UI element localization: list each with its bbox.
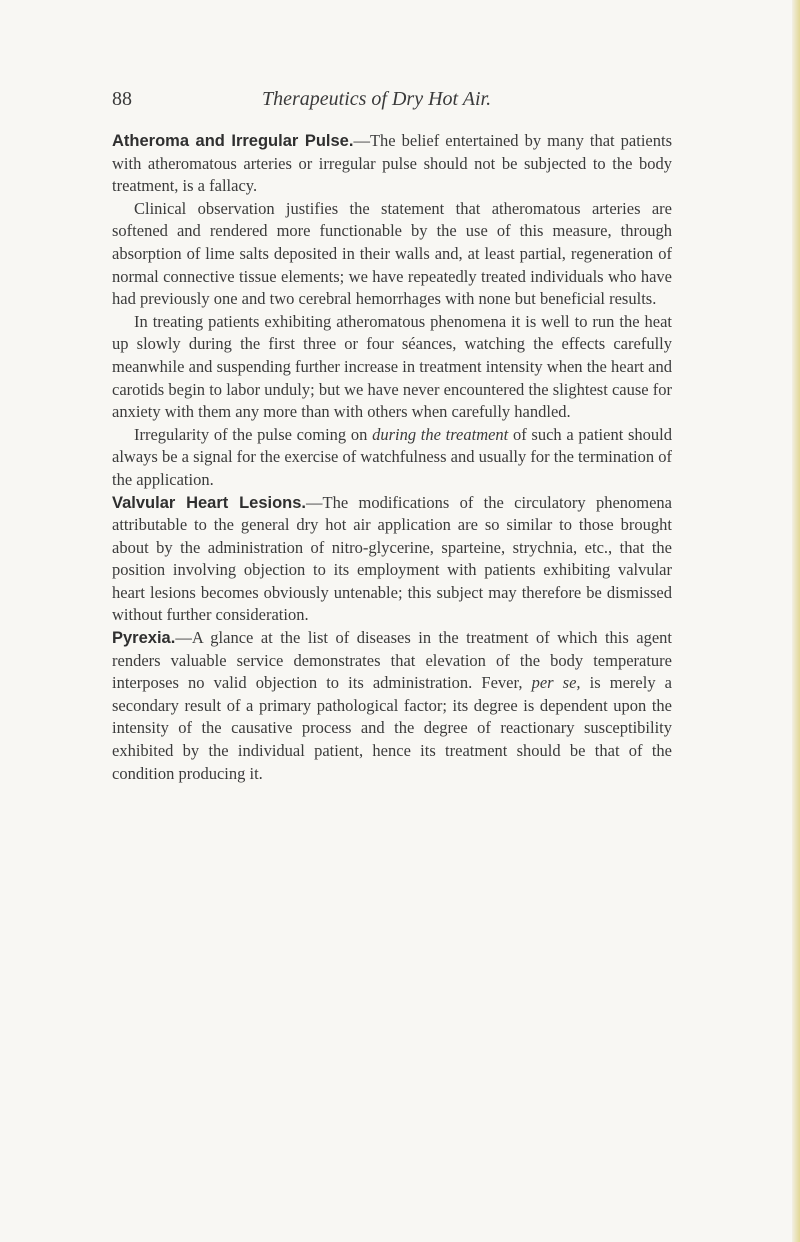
- paragraph-clinical-observation: Clinical observation justifies the statement that atheromatous arteries are softened and rendered more functionable by the use of this measure, through absorption of lime salts deposited in their walls and, at least partial, regeneration of normal connective tissue elements; we have repeatedly treated individuals who have had previously one and two cerebral hemorrhages with none but beneficial results.: [112, 198, 672, 309]
- paragraph-pyrexia: [112, 627, 672, 785]
- paragraph-text: of such a patient should always be a signal for the exercise of watchfulness and usually for the termination of the application.: [112, 424, 673, 489]
- paragraph-treating-patients: In treating patients exhibiting atheromatous phenomena it is well to run the heat up slowly during the first three or four séances, watching the effects carefully meanwhile and suspending further increase in treatment intensity when the heart and carotids begin to labor unduly; but we have never encountered the slightest cause for anxiety with them any more than with others when carefully handled.: [112, 311, 672, 422]
- page-number: 88: [112, 88, 132, 110]
- section-heading-valvular: Valvular Heart Lesions.: [112, 493, 307, 512]
- section-heading-atheroma: Atheroma and Irregular Pulse.: [112, 132, 354, 150]
- emphasis-text: during the treatment: [372, 424, 509, 444]
- paragraph-atheroma-intro: [112, 130, 672, 198]
- paragraph-valvular: [112, 492, 672, 628]
- section-heading-pyrexia: Pyrexia.: [112, 629, 176, 648]
- page-edge-shadow: [792, 0, 800, 1242]
- paragraph-text: is merely a secondary result of a primary pathological factor; its degree is dependent upon the intensity of the causative process and the degree of reactionary susceptibility exhibited by the individual patient, hence its treatment should be that of the condition producing it.: [112, 673, 673, 783]
- running-title: Therapeutics of Dry Hot Air.: [262, 88, 492, 110]
- paragraph-text: —The belief entertained by many that patients with atheromatous arteries or irregular pulse should not be subjected to the body treatment, is a fallacy.: [112, 131, 672, 196]
- paragraph-text: —A glance at the list of diseases in the treatment of which this agent renders valuable service demonstrates that elevation of the body temperature interposes no valid objection to its administration. Fever,: [112, 628, 672, 693]
- paragraph-text: Irregularity of the pulse coming on: [134, 424, 373, 444]
- page-header: [112, 88, 672, 118]
- page-body: [112, 130, 672, 785]
- emphasis-text: per se,: [531, 673, 581, 693]
- paragraph-text: —The modifications of the circulatory phenomena attributable to the general dry hot air application are so similar to those brought about by the administration of nitro-glycerine, sparteine, strychnia, etc., that the position involving objection to its employment with patients exhibiting valvular heart lesions becomes obviously untenable; this subject may therefore be dismissed without further consideration.: [112, 492, 672, 625]
- paragraph-irregularity: [112, 424, 672, 492]
